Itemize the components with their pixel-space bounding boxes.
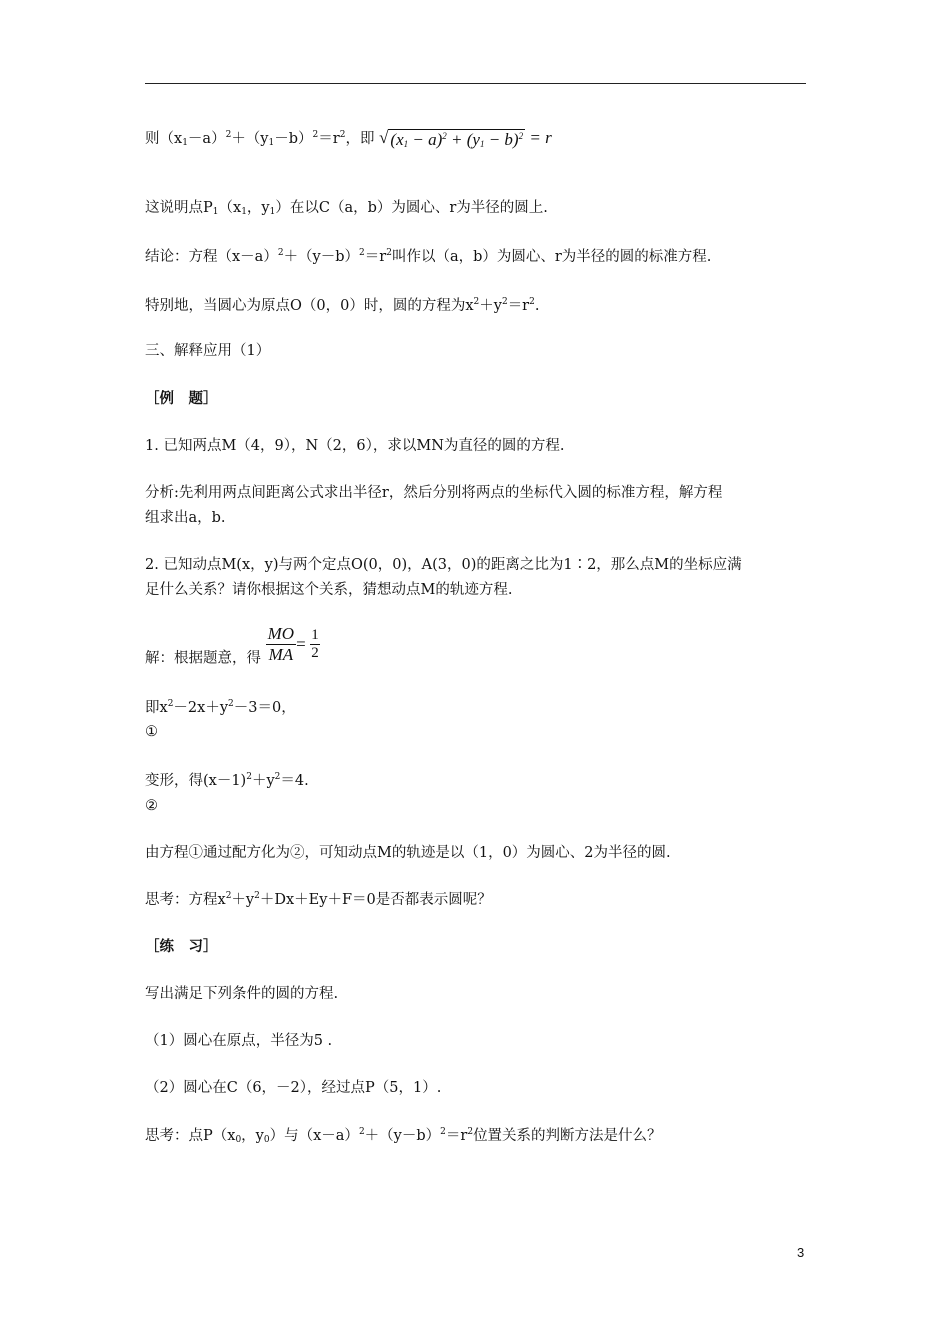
half-fraction: $\frac{1}{2}$ bbox=[311, 627, 319, 661]
section-heading: 三、解释应用（1） bbox=[145, 343, 271, 359]
think-line-2: 思考：点$P(x_0$，$y_0$）与$(x-a)^2+(y-b)^2=r^2$位置关系的判断方法是什么？ bbox=[145, 1127, 662, 1145]
conclusion-line: 结论：方程$(x-a)^2+(y-b)^2=r^2$叫作以（a，b）为圆心、r为半径的圆的标准方程. bbox=[145, 248, 712, 265]
example-1: 1. 已知两点M（4，9），N（2，6），求以MN为直径的圆的方程. bbox=[145, 438, 565, 454]
equation-2-marker: ② bbox=[145, 798, 158, 814]
equation-1-marker: ① bbox=[145, 724, 158, 740]
text-line-1: 则$(x_1-a)^2+(y_1-b)^2=r^2$，即 √ $(x_1 - a)^2 + (y_1 - b)^2 = r$ bbox=[145, 128, 552, 149]
equation-2: 变形，得$(x-1)^2+y^2=4$. bbox=[145, 772, 309, 789]
ratio-fraction: $\frac{MO}{MA}$ bbox=[267, 624, 295, 664]
conclusion-trajectory: 由方程①通过配方化为②，可知动点M的轨迹是以（1，0）为圆心、2为半径的圆. bbox=[145, 845, 671, 861]
header-rule bbox=[145, 83, 806, 84]
sqrt-formula: √ $(x_1 - a)^2 + (y_1 - b)^2 = r$ bbox=[379, 128, 552, 149]
example-2-line-1: 2. 已知动点M(x，y)与两个定点O(0，0)，A(3，0)的距离之比为1∶2，那么点M的坐标应满 bbox=[145, 557, 742, 573]
exercise-2: （2）圆心在C（6，－2），经过点P（5，1）. bbox=[145, 1080, 442, 1096]
analysis-line-2: 组求出a，b. bbox=[145, 510, 226, 526]
exercise-1: （1）圆心在原点，半径为5 . bbox=[145, 1033, 333, 1049]
exercise-intro: 写出满足下列条件的圆的方程. bbox=[145, 986, 339, 1002]
page-number: 3 bbox=[797, 1245, 805, 1260]
analysis-line-1: 分析:先利用两点间距离公式求出半径r，然后分别将两点的坐标代入圆的标准方程，解方程 bbox=[145, 485, 723, 501]
equation-1: 即$x^2-2x+y^2-3=0$， bbox=[145, 699, 296, 716]
think-line-1: 思考：方程$x^2+y^2+Dx+Ey+F=0$是否都表示圆呢？ bbox=[145, 891, 492, 908]
example-heading: ［例 题］ bbox=[145, 390, 218, 407]
text-line-2: 这说明点$P_1(x_1$，$y_1$）在以C（a，b）为圆心、r为半径的圆上. bbox=[145, 200, 548, 217]
solution-line: 解：根据题意，得 $\frac{MO}{MA}$ = $\frac{1}{2}$ bbox=[145, 624, 319, 667]
special-case-line: 特别地，当圆心为原点O（0，0）时，圆的方程为$x^2+y^2=r^2$. bbox=[145, 297, 540, 314]
exercise-heading: ［练 习］ bbox=[145, 938, 218, 955]
example-2-line-2: 足什么关系？请你根据这个关系，猜想动点M的轨迹方程. bbox=[145, 582, 513, 598]
